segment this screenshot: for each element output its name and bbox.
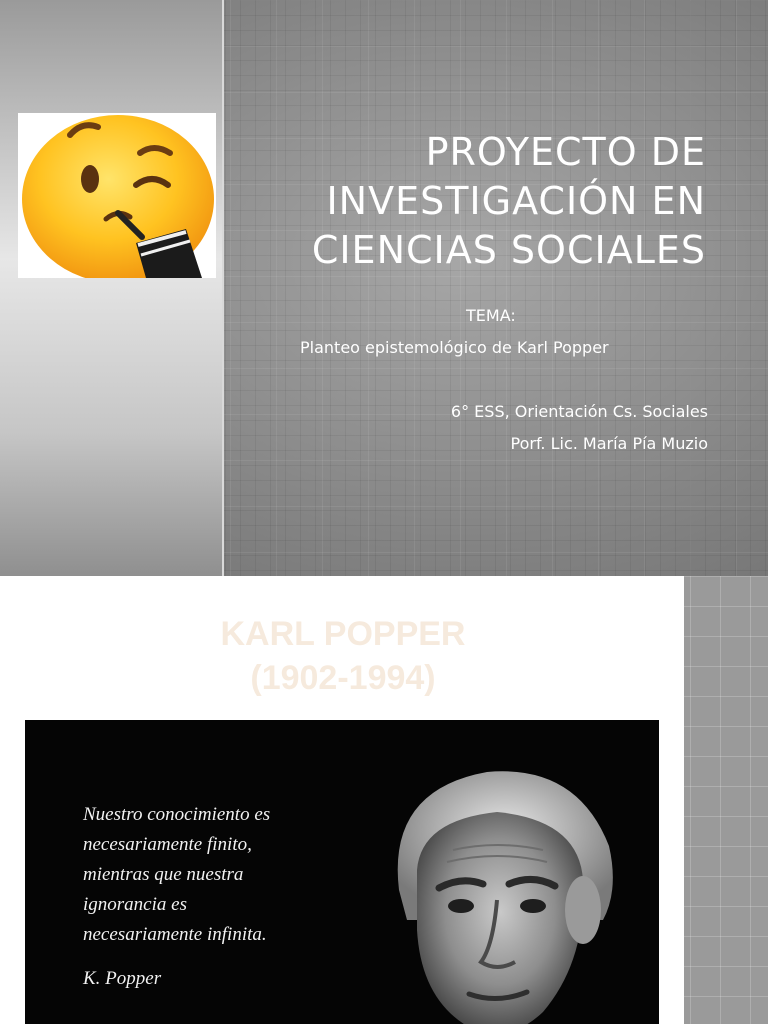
emoji-image-frame (18, 113, 216, 278)
heading-line-1: KARL POPPER (220, 615, 466, 653)
karl-popper-heading (188, 612, 498, 700)
karl-popper-slide (0, 576, 768, 1024)
left-gradient-panel (0, 0, 224, 576)
tema-label: TEMA: (466, 306, 516, 325)
slide-title: PROYECTO DE INVESTIGACIÓN EN CIENCIAS SOCIALES (311, 130, 706, 272)
quote-line: mientras que nuestra (83, 864, 244, 885)
quote-line: Nuestro conocimiento es (83, 804, 271, 825)
quote-card (25, 720, 659, 1024)
quote-author: K. Popper (83, 968, 162, 989)
teacher-line: Porf. Lic. María Pía Muzio (510, 434, 708, 453)
course-line: 6° ESS, Orientación Cs. Sociales (450, 402, 708, 421)
heading-line-2: (1902-1994) (250, 659, 436, 697)
quote-line: ignorancia es (83, 894, 187, 915)
thinking-emoji-icon (18, 113, 216, 278)
tema-text: Planteo epistemológico de Karl Popper (300, 338, 609, 357)
tema-block (300, 300, 700, 364)
popper-quote (83, 800, 383, 994)
course-info (308, 396, 708, 460)
karl-popper-portrait-icon (347, 750, 647, 1024)
quote-line: necesariamente infinita. (83, 924, 267, 945)
quote-line: necesariamente finito, (83, 834, 252, 855)
